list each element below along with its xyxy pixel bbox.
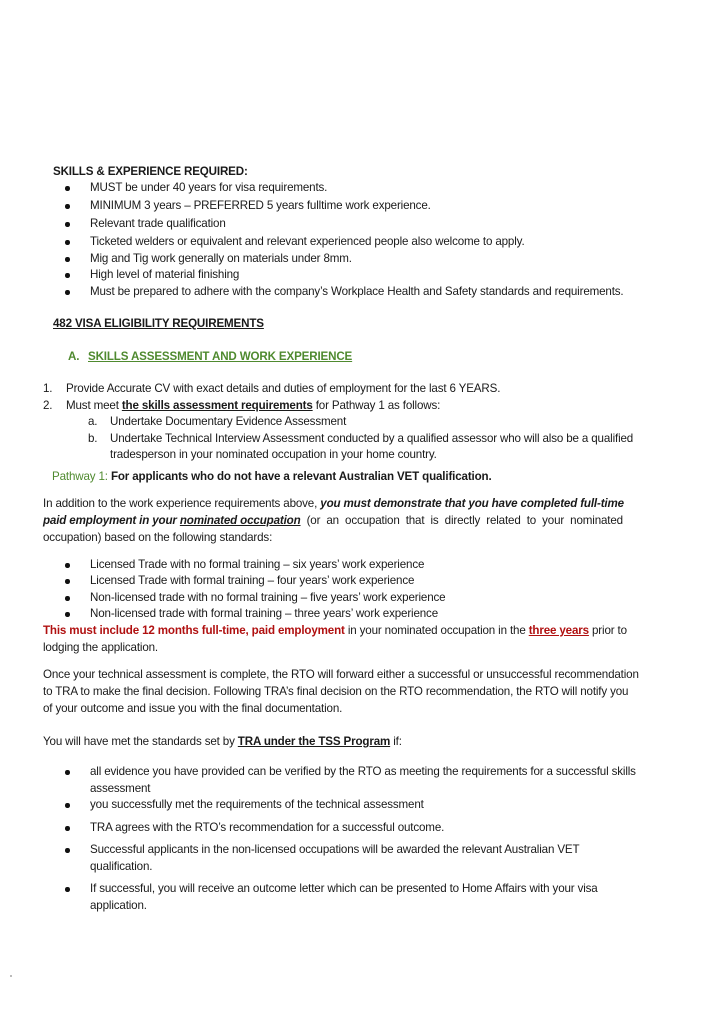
condition-item: TRA agrees with the RTO’s recommendation for a successful outcome. — [90, 821, 445, 834]
eligibility-heading: 482 VISA ELIGIBILITY REQUIREMENTS — [53, 317, 264, 330]
bullet-icon — [65, 290, 70, 295]
skills-item: High level of material finishing — [90, 268, 240, 281]
bullet-icon — [65, 612, 70, 617]
nominated-occupation: nominated occupation — [179, 514, 301, 527]
skills-heading: SKILLS & EXPERIENCE REQUIRED: — [53, 165, 248, 178]
numbered-item: Provide Accurate CV with exact details and duties of employment for the last 6 YEARS. — [66, 382, 501, 395]
bullet-icon — [65, 240, 70, 245]
requirement-line-1: This must include 12 months full-time, paid employment in your nominated occupation in the three years prior to — [43, 624, 627, 637]
sub-item-cont: tradesperson in your nominated occupation in your home country. — [110, 448, 437, 461]
standard-item: Non-licensed trade with no formal training – five years’ work experience — [90, 591, 446, 604]
condition-item-cont: application. — [90, 899, 147, 912]
numbered-item: Must meet the skills assessment requirements for Pathway 1 as follows: — [66, 399, 441, 412]
skills-item: MINIMUM 3 years – PREFERRED 5 years fulltime work experience. — [90, 199, 431, 212]
skills-item: MUST be under 40 years for visa requirements. — [90, 181, 328, 194]
sub-item: Undertake Documentary Evidence Assessment — [110, 415, 347, 428]
condition-item-cont: assessment — [90, 782, 151, 795]
intro-line-1: In addition to the work experience requirements above, you must demonstrate that you have completed full-time — [43, 497, 624, 510]
section-a-title: SKILLS ASSESSMENT AND WORK EXPERIENCE — [88, 350, 353, 363]
skills-assessment-link[interactable]: the skills assessment requirements — [121, 399, 313, 412]
bullet-icon — [65, 596, 70, 601]
numbered-marker: 1. — [43, 382, 53, 395]
bullet-icon — [65, 273, 70, 278]
standard-item: Non-licensed trade with formal training – three years’ work experience — [90, 607, 439, 620]
standards-met-line: You will have met the standards set by TRA under the TSS Program if: — [43, 735, 402, 748]
condition-item: you successfully met the requirements of the technical assessment — [90, 798, 424, 811]
pathway-line — [52, 469, 492, 484]
bullet-icon — [65, 770, 70, 775]
pathway-label: Pathway 1: — [52, 470, 108, 483]
three-years: three years — [528, 624, 589, 637]
assessment-line: to TRA to make the final decision. Following TRA’s final decision on the RTO recommendation, the RTO will notify you — [43, 685, 629, 698]
intro-line-2: paid employment in your nominated occupation (or an occupation that is directly related to your nominated — [43, 514, 623, 527]
bullet-icon — [65, 186, 70, 191]
skills-item: Must be prepared to adhere with the company’s Workplace Health and Safety standards and requirements. — [90, 285, 624, 298]
sub-marker: a. — [88, 415, 98, 428]
assessment-line: Once your technical assessment is complete, the RTO will forward either a successful or unsuccessful recommendation — [43, 668, 639, 681]
skills-item: Ticketed welders or equivalent and relevant experienced people also welcome to apply. — [90, 235, 525, 248]
sub-marker: b. — [88, 432, 98, 445]
assessment-line: of your outcome and issue you with the final documentation. — [43, 702, 343, 715]
bullet-icon — [65, 887, 70, 892]
condition-item: If successful, you will receive an outcome letter which can be presented to Home Affairs with your visa — [90, 882, 598, 895]
bullet-icon — [65, 257, 70, 262]
sub-item: Undertake Technical Interview Assessment conducted by a qualified assessor who will also be a qualified — [110, 432, 634, 445]
condition-item: all evidence you have provided can be verified by the RTO as meeting the requirements for a successful skills — [90, 765, 636, 778]
standard-item: Licensed Trade with no formal training – six years’ work experience — [90, 558, 425, 571]
scan-artifact — [10, 975, 12, 977]
skills-item: Mig and Tig work generally on materials under 8mm. — [90, 252, 352, 265]
skills-item: Relevant trade qualification — [90, 217, 226, 230]
bullet-icon — [65, 222, 70, 227]
bullet-icon — [65, 803, 70, 808]
bullet-icon — [65, 579, 70, 584]
requirement-line-2: lodging the application. — [43, 641, 159, 654]
tra-tss-link[interactable]: TRA under the TSS Program — [237, 735, 391, 748]
bullet-icon — [65, 563, 70, 568]
standard-item: Licensed Trade with formal training – four years’ work experience — [90, 574, 415, 587]
bullet-icon — [65, 204, 70, 209]
pathway-text: For applicants who do not have a relevant Australian VET qualification. — [110, 470, 492, 483]
condition-item-cont: qualification. — [90, 860, 153, 873]
bullet-icon — [65, 848, 70, 853]
numbered-marker: 2. — [43, 399, 53, 412]
condition-item: Successful applicants in the non-licensed occupations will be awarded the relevant Australian VET — [90, 843, 580, 856]
bullet-icon — [65, 826, 70, 831]
intro-line-3: occupation) based on the following standards: — [43, 531, 273, 544]
section-a-marker: A. — [68, 350, 80, 363]
